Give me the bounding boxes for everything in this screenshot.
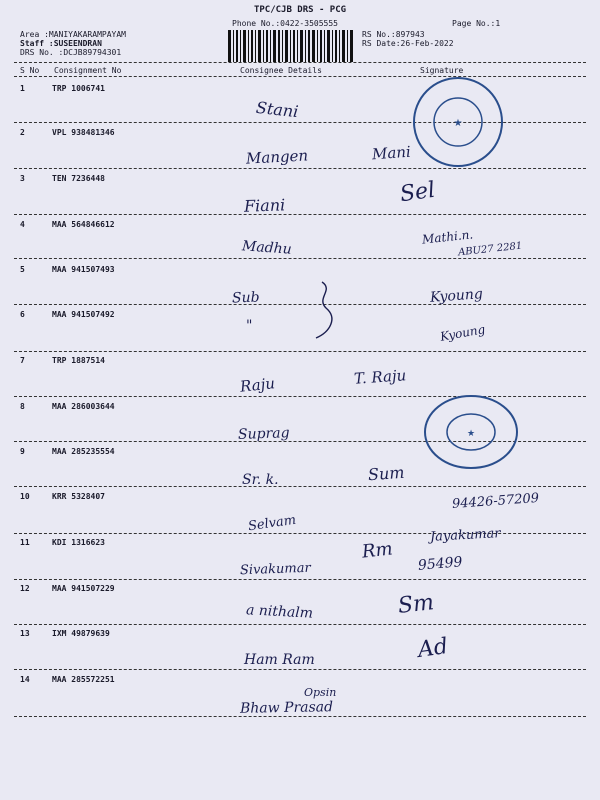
col-consignment-no: Consignment No	[54, 66, 122, 75]
signature-handwriting: Kyoung	[439, 322, 487, 344]
row-sno: 7	[20, 356, 25, 365]
consignee-handwriting: Madhu	[241, 238, 293, 258]
row-consignment: KRR 5328407	[52, 492, 105, 501]
signature-handwriting: Rm	[360, 538, 394, 563]
consignee-handwriting: Ham Ram	[244, 652, 315, 668]
row-sno: 9	[20, 447, 25, 456]
consignee-handwriting: "	[246, 318, 253, 334]
row-consignment: KDI 1316623	[52, 538, 105, 547]
consignee-handwriting: Stani	[255, 97, 300, 122]
row-divider	[14, 304, 586, 305]
signature-handwriting: T. Raju	[353, 366, 407, 388]
row-sno: 14	[20, 675, 30, 684]
row-divider	[14, 486, 586, 487]
row-sno: 12	[20, 584, 30, 593]
signature-handwriting: Mathi.n.	[421, 227, 474, 247]
consignee-handwriting: Suprag	[237, 425, 290, 443]
row-consignment: VPL 938481346	[52, 128, 115, 137]
consignee-handwriting: Selvam	[247, 512, 297, 535]
row-consignment: MAA 285235554	[52, 447, 115, 456]
col-consignee-details: Consignee Details	[240, 66, 322, 75]
row-consignment: MAA 941507229	[52, 584, 115, 593]
row-consignment: TEN 7236448	[52, 174, 105, 183]
consignee-handwriting: Bhaw Prasad	[239, 699, 334, 717]
row-divider	[14, 351, 586, 352]
row-consignment: MAA 285572251	[52, 675, 115, 684]
drs-number: DRS No. :DCJB89794301	[20, 48, 122, 57]
signature-handwriting: Sum	[367, 462, 406, 485]
row-consignment: MAA 941507493	[52, 265, 115, 274]
row-sno: 11	[20, 538, 30, 547]
consignee-handwriting: Sub	[231, 289, 260, 307]
phone-number: Phone No.:0422-3505555	[232, 19, 338, 28]
signature-handwriting: 95499	[417, 554, 464, 574]
signature-handwriting: Kyoung	[429, 286, 484, 306]
row-sno: 3	[20, 174, 25, 183]
document-title: TPC/CJB DRS - PCG	[253, 5, 347, 15]
signature-handwriting: Mani	[371, 142, 412, 164]
row-divider	[14, 624, 586, 625]
row-sno: 6	[20, 310, 25, 319]
consignee-handwriting: Opsin	[304, 686, 337, 699]
company-stamp	[422, 392, 520, 472]
consignee-handwriting: Mangen	[245, 146, 309, 168]
row-sno: 8	[20, 402, 25, 411]
company-stamp	[410, 74, 506, 170]
row-sno: 4	[20, 220, 25, 229]
row-divider	[14, 258, 586, 259]
row-consignment: MAA 564846612	[52, 220, 115, 229]
signature-handwriting: Sel	[398, 177, 437, 208]
row-consignment: TRP 1006741	[52, 84, 105, 93]
signature-handwriting: Jayakumar	[429, 526, 501, 545]
rs-number: RS No.:897943	[362, 30, 425, 39]
row-sno: 10	[20, 492, 30, 501]
col-sno: S No	[20, 66, 40, 75]
signature-handwriting: 94426-57209	[451, 490, 540, 513]
signature-handwriting: Sm	[396, 590, 436, 619]
signature-handwriting: Ad	[416, 634, 450, 663]
consignee-handwriting: a nithalm	[245, 602, 314, 622]
row-divider	[14, 214, 586, 215]
consignee-handwriting: Sr. k.	[242, 472, 279, 488]
consignee-handwriting: Raju	[239, 374, 276, 396]
staff-label: Staff :SUSEENDRAN	[20, 39, 102, 48]
row-divider	[14, 579, 586, 580]
row-divider	[14, 716, 586, 717]
row-sno: 5	[20, 265, 25, 274]
rs-date: RS Date:26-Feb-2022	[362, 39, 454, 48]
page-number: Page No.:1	[452, 19, 501, 28]
svg-text:★: ★	[453, 118, 463, 129]
header-top-rule	[14, 62, 586, 63]
consignee-handwriting: Fiani	[243, 195, 286, 216]
col-signature: Signature	[420, 66, 464, 75]
area-label: Area :MANIYAKARAMPAYAM	[20, 30, 126, 39]
signature-handwriting: ABU27 2281	[457, 240, 523, 259]
row-consignment: MAA 286003644	[52, 402, 115, 411]
barcode	[228, 30, 354, 62]
row-sno: 2	[20, 128, 25, 137]
svg-text:★: ★	[466, 429, 476, 439]
row-sno: 1	[20, 84, 25, 93]
consignee-handwriting: Sivakumar	[239, 560, 311, 579]
row-consignment: TRP 1887514	[52, 356, 105, 365]
row-consignment: IXM 49879639	[52, 629, 110, 638]
row-divider	[14, 669, 586, 670]
signature-scribble	[312, 280, 340, 342]
row-sno: 13	[20, 629, 30, 638]
row-consignment: MAA 941507492	[52, 310, 115, 319]
